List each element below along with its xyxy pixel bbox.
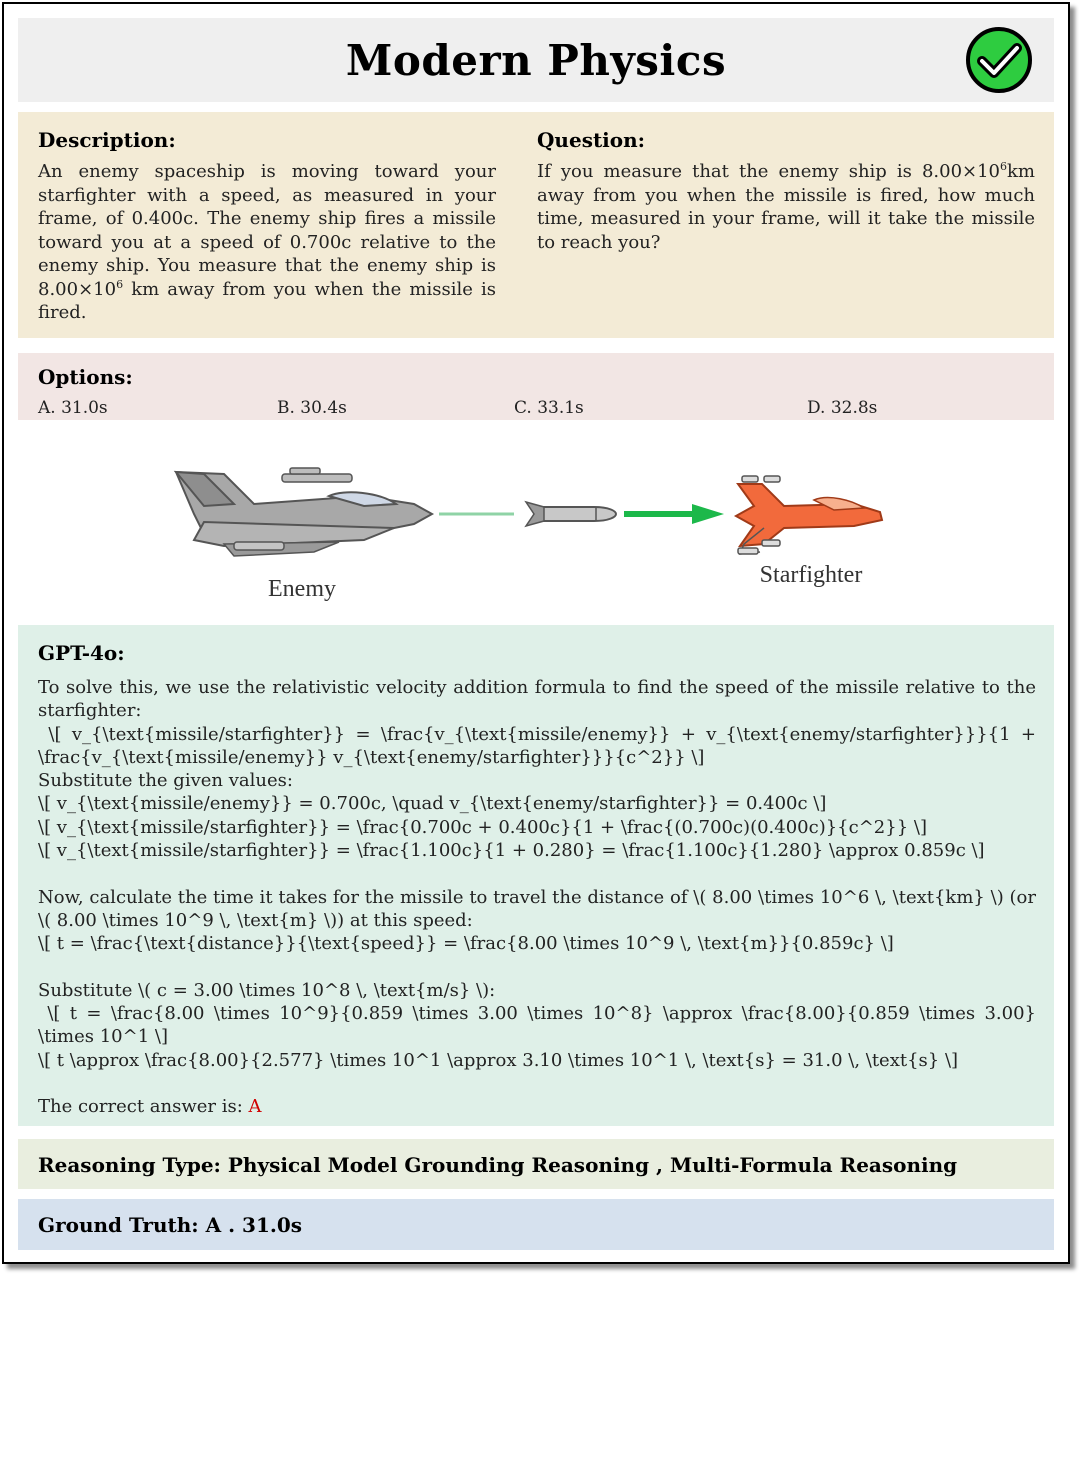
gpt-line: Substitute the given values: <box>38 770 293 792</box>
question-text-part: km away from you when the missile is fired, how much time, measured in your frame, will it take the missile to reach you? <box>537 161 1035 253</box>
gpt-line: \[ t = \frac{8.00 \times 10^9}{0.859 \times 3.00 \times 10^8} \approx \frac{8.00}{0.859 \times 3.00} \times 10^1 \] <box>38 1003 1042 1048</box>
description-column <box>38 128 496 325</box>
question-heading: Question: <box>537 128 646 152</box>
gpt-heading: GPT-4o: <box>38 641 125 665</box>
gpt-line: \[ v_{\text{missile/starfighter}} = \frac{1.100c}{1 + 0.280} = \frac{1.100c}{1.280} \approx 0.859c \] <box>38 840 985 862</box>
option-b: B. 30.4s <box>277 398 347 418</box>
arrow-right-icon <box>624 504 724 524</box>
gpt-gap <box>38 1072 1036 1095</box>
question-text-part: If you measure that the enemy ship is 8.00×10 <box>537 161 1001 182</box>
reasoning-section <box>18 1139 1054 1189</box>
gpt-line: \[ v_{\text{missile/enemy}} = 0.700c, \quad v_{\text{enemy/starfighter}} = 0.400c \] <box>38 793 827 815</box>
description-text-part: km away from you when the missile is fired. <box>38 278 496 323</box>
gpt-line: \[ t \approx \frac{8.00}{2.577} \times 10^1 \approx 3.10 \times 10^1 \, \text{s} = 31.0 \, \text{s} \] <box>38 1049 959 1071</box>
option-d: D. 32.8s <box>807 398 878 418</box>
enemy-label: Enemy <box>268 576 336 602</box>
spaceship-figure <box>164 444 904 614</box>
gpt-line: \[ t = \frac{\text{distance}}{\text{speed}} = \frac{8.00 \times 10^9 \, \text{m}}{0.859c} \] <box>38 933 894 955</box>
ground-truth-section <box>18 1199 1054 1250</box>
gpt-line: \[ v_{\text{missile/starfighter}} = \frac{v_{\text{missile/enemy}} + v_{\text{enemy/starfighter}}}{1 + \frac{v_{\text{missile/enemy}} v_{\text{enemy/starfighter}}}{c^2}} \] <box>38 723 1042 768</box>
missile-icon <box>526 502 616 526</box>
description-heading: Description: <box>38 128 176 152</box>
starfighter-icon <box>736 476 882 554</box>
question-text <box>537 160 1035 254</box>
options-section <box>18 353 1054 420</box>
description-exponent: 6 <box>116 277 124 291</box>
gpt-answer-line <box>38 1095 1036 1118</box>
starfighter-label: Starfighter <box>759 562 863 588</box>
gpt-answer-section <box>18 625 1054 1126</box>
checkmark-icon <box>965 26 1033 94</box>
description-text <box>38 160 496 325</box>
title-bar <box>18 18 1054 102</box>
question-exponent: 6 <box>1000 160 1008 173</box>
gpt-line: \[ v_{\text{missile/starfighter}} = \frac{0.700c + 0.400c}{1 + \frac{(0.700c)(0.400c)}{c^2}} \] <box>38 816 927 838</box>
enemy-ship-icon <box>176 468 432 556</box>
gpt-line: To solve this, we use the relativistic velocity addition formula to find the speed of the missile relative to the starfighter: <box>38 677 1042 722</box>
problem-card <box>2 2 1070 1264</box>
gpt-body <box>38 676 1042 1119</box>
gpt-gap <box>38 956 1036 979</box>
page-title: Modern Physics <box>345 36 727 85</box>
description-text-part: An enemy spaceship is moving toward your starfighter with a speed, as measured in your frame, of 0.400c. The enemy ship fires a missile toward you at a speed of 0.700c relative to the enemy ship. You measure that the enemy ship is 8.00×10 <box>38 161 496 300</box>
option-a: A. 31.0s <box>38 398 108 418</box>
option-c: C. 33.1s <box>514 398 584 418</box>
gpt-line: Now, calculate the time it takes for the missile to travel the distance of \( 8.00 \times 10^6 \, \text{km} \) (or \( 8.00 \times 10^9 \, \text{m} \)) at this speed: <box>38 886 1042 931</box>
reasoning-type: Reasoning Type: Physical Model Grounding Reasoning , Multi-Formula Reasoning <box>38 1153 958 1177</box>
description-section <box>18 112 1054 338</box>
ground-truth: Ground Truth: A . 31.0s <box>38 1213 302 1237</box>
answer-prefix: The correct answer is: <box>38 1096 249 1118</box>
gpt-gap <box>38 862 1036 885</box>
question-column <box>537 128 1035 254</box>
answer-letter: A <box>248 1096 262 1118</box>
options-heading: Options: <box>38 365 133 389</box>
gpt-line: Substitute \( c = 3.00 \times 10^8 \, \text{m/s} \): <box>38 979 496 1001</box>
